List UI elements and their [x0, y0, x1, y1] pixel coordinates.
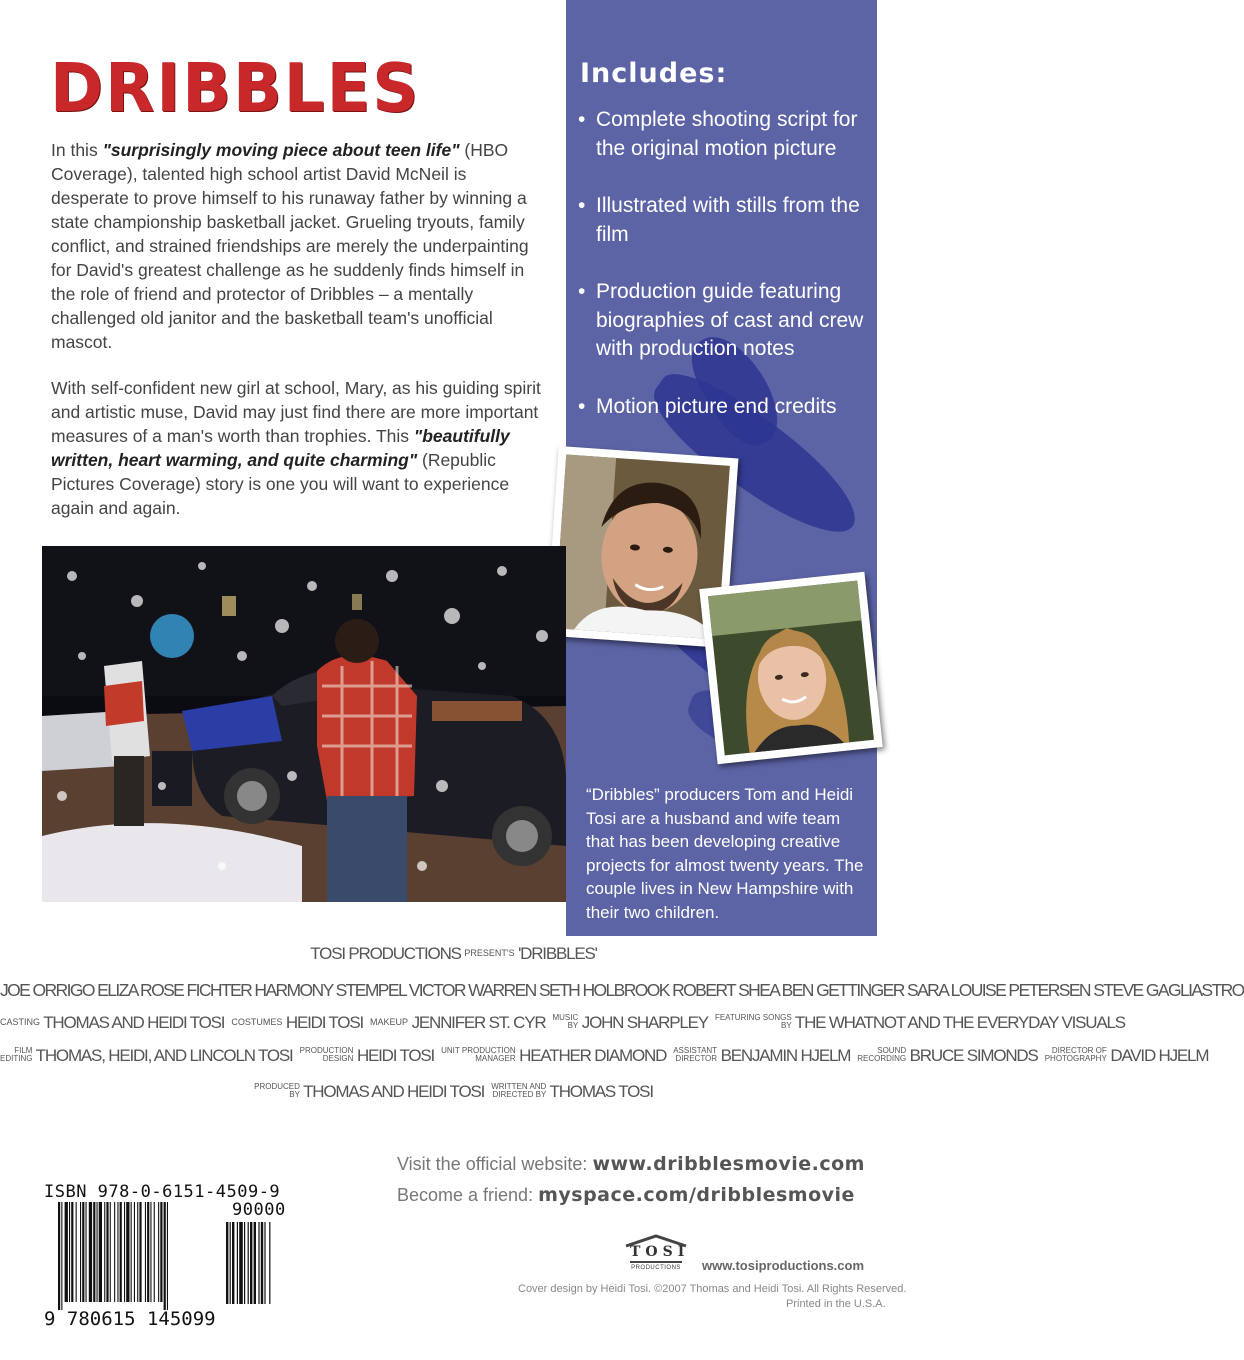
hbo-quote: "surprisingly moving piece about teen life" — [102, 140, 460, 160]
credits-line-5: PRODUCED BY THOMAS AND HEIDI TOSI WRITTEN AND DIRECTED BY THOMAS TOSI — [254, 1082, 653, 1101]
barcode-bar — [254, 1222, 256, 1304]
isbn-number: ISBN 978-0-6151-4509-9 — [44, 1182, 281, 1202]
barcode-bar — [264, 1222, 265, 1304]
barcode-bar — [106, 1202, 108, 1302]
synopsis-1-intro: In this — [51, 140, 103, 160]
barcode-bar — [137, 1202, 138, 1302]
synopsis-paragraph-1 — [51, 138, 541, 354]
barcode-bar — [167, 1202, 168, 1310]
tosi-productions-logo — [620, 1232, 692, 1276]
film-still — [42, 546, 566, 902]
barcode-bar — [117, 1202, 118, 1302]
bullet: • — [578, 280, 586, 303]
book-title: DRIBBLES — [50, 50, 421, 128]
bullet: • — [578, 108, 586, 131]
isbn-barcode — [44, 1182, 306, 1332]
barcode-bar — [154, 1202, 155, 1302]
official-website-link[interactable]: www.dribblesmovie.com — [592, 1153, 865, 1175]
cover-credit: Cover design by Heidi Tosi. ©2007 Thomas and Heidi Tosi. All Rights Reserved. — [518, 1283, 907, 1295]
synopsis-paragraph-2 — [51, 376, 541, 520]
bullet: • — [578, 194, 586, 217]
barcode-bar — [86, 1202, 87, 1302]
barcode-bar — [80, 1202, 81, 1302]
barcode-bar — [232, 1222, 234, 1304]
barcode-bar — [131, 1202, 132, 1302]
barcode-bar — [58, 1202, 60, 1310]
includes-heading: Includes: — [580, 58, 728, 89]
barcode-bar — [147, 1202, 149, 1302]
barcode-bar — [239, 1222, 243, 1304]
barcode-bar — [65, 1202, 68, 1302]
barcode-bar — [104, 1202, 105, 1302]
price-code: 90000 — [232, 1200, 286, 1220]
producers-bio: “Dribbles” producers Tom and Heidi Tosi are a husband and wife team that has been developing creative projects for almost twenty years. The couple lives in New Hampshire with their two children. — [586, 785, 864, 922]
barcode-bar — [114, 1202, 115, 1302]
barcode-bar — [158, 1202, 159, 1302]
credits-line-4: FILM EDITING THOMAS, HEIDI, AND LINCOLN TOSI PRODUCTION DESIGN HEIDI TOSI UNIT PRODUCTION MANAGER HEATHER DIAMOND ASSISTANT DIRECTOR BENJAMIN HJELM SOUND RECORDING BRUCE SIMONDS DIRECTOR OF PHOTOGRAPHY DAVID HJELM — [0, 1046, 1209, 1065]
synopsis-2-body: (Republic Pictures Coverage) story is one you will want to experience again and again. — [51, 450, 510, 518]
barcode-bar — [230, 1222, 231, 1304]
republic-quote: "beautifully written, heart warming, and quite charming" — [51, 426, 510, 470]
barcode-bar — [164, 1202, 166, 1310]
barcode-bar — [110, 1202, 111, 1302]
synopsis-2-intro: With self-confident new girl at school, Mary, as his guiding spirit and artistic muse, David may just find there are more important measures of a man's worth than trophies. This — [51, 378, 541, 446]
barcode-bar — [160, 1202, 162, 1302]
barcode-bar — [258, 1222, 259, 1304]
logo-text: TOSI — [630, 1244, 690, 1260]
barcode-bar — [99, 1202, 102, 1302]
barcode-bar — [126, 1202, 129, 1302]
barcode-bar — [226, 1222, 228, 1304]
barcode-bar — [139, 1202, 141, 1302]
list-item: • Motion picture end credits — [578, 393, 868, 422]
barcode-bar — [76, 1202, 77, 1302]
barcode-bar — [120, 1202, 122, 1302]
list-item: • Complete shooting script for the original motion picture — [578, 108, 858, 160]
credits-line-3: CASTING THOMAS AND HEIDI TOSI COSTUMES HEIDI TOSI MAKEUP JENNIFER ST. CYR MUSIC BY JOHN SHARPLEY FEATURING SONGS BY THE WHATNOT AND THE EVERYDAY VISUALS — [0, 1013, 1125, 1032]
credits-line-1: TOSI PRODUCTIONS PRESENT'S 'DRIBBLES' — [310, 944, 597, 963]
barcode-number: 9 780615 145099 — [44, 1308, 216, 1330]
barcode-bar — [69, 1202, 70, 1302]
barcode-bar — [134, 1202, 135, 1302]
barcode-bar — [248, 1222, 249, 1304]
official-website: Visit the official website: www.dribblesmovie.com — [397, 1153, 865, 1175]
heidi-tosi-photo — [699, 572, 882, 764]
barcode-bar — [124, 1202, 125, 1302]
credits-cast: JOE ORRIGO ELIZA ROSE FICHTER HARMONY STEMPEL VICTOR WARREN SETH HOLBROOK ROBERT SHEA BEN GETTINGER SARA LOUISE PETERSEN STEVE GAGLIASTRO — [0, 980, 1244, 1000]
barcode-bar — [150, 1202, 151, 1302]
myspace-link[interactable]: myspace.com/dribblesmovie — [538, 1184, 855, 1206]
barcode-bar — [145, 1202, 146, 1302]
woman-portrait — [708, 581, 874, 756]
barcode-bar — [89, 1202, 92, 1302]
list-item: • Production guide featuring biographies of cast and crew with production notes — [578, 280, 864, 360]
barcode-bar — [261, 1222, 263, 1304]
synopsis-1-body: (HBO Coverage), talented high school artist David McNeil is desperate to prove himself to his runaway father by winning a state championship basketball jacket. Grueling tryouts, family conflict, and strained friendships are merely the underpainting for David's greatest challenge as he suddenly finds himself in the role of friend and protector of Dribbles – a mentally challenged old janitor and the basketball team's unofficial mascot. — [51, 140, 529, 352]
list-item: • Illustrated with stills from the film — [578, 194, 860, 246]
barcode-bar — [71, 1202, 73, 1302]
barcode-bar — [61, 1202, 62, 1310]
logo-subtext: PRODUCTIONS — [631, 1265, 681, 1271]
includes-list — [578, 106, 868, 450]
printed-in: Printed in the U.S.A. — [786, 1298, 886, 1310]
barcode-bar — [269, 1222, 270, 1304]
barcode-bar — [93, 1202, 95, 1302]
barcode-bar — [244, 1222, 245, 1304]
barcode-bar — [237, 1222, 238, 1304]
snow-night-scene — [42, 546, 566, 902]
barcode-bar — [97, 1202, 98, 1302]
tosi-website[interactable]: www.tosiproductions.com — [702, 1258, 865, 1273]
myspace-website: Become a friend: myspace.com/dribblesmovie — [397, 1184, 855, 1206]
barcode-bar — [82, 1202, 84, 1302]
barcode-bar — [250, 1222, 252, 1304]
bullet: • — [578, 394, 586, 418]
